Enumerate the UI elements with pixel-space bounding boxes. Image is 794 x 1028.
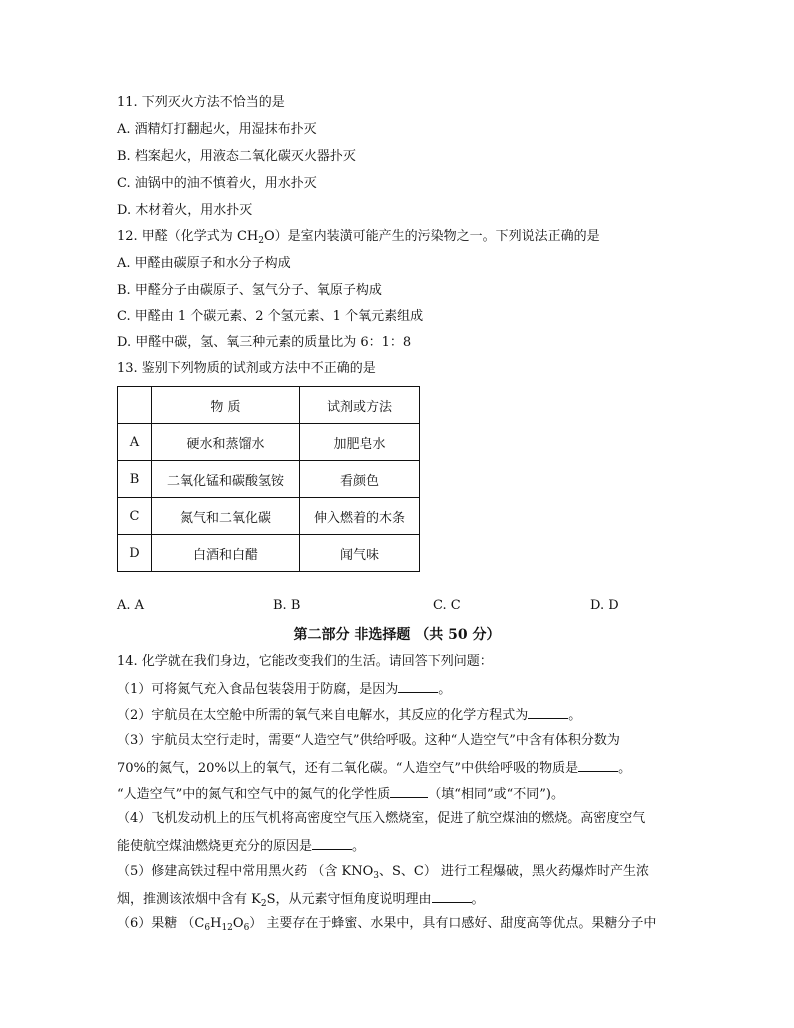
q12-option-d: D. 甲醛中碳，氢、氧三种元素的质量比为 6：1：8 xyxy=(117,335,412,350)
table-cell: A xyxy=(118,424,152,461)
table-cell: 看颜色 xyxy=(300,461,420,498)
table-header-cell: 试剂或方法 xyxy=(300,387,420,424)
table-cell: 闻气味 xyxy=(300,535,420,572)
table-cell: 硬水和蒸馏水 xyxy=(152,424,300,461)
answer-blank[interactable] xyxy=(390,785,428,798)
table-row xyxy=(118,424,420,461)
q13-answer-d: D. D xyxy=(590,598,619,613)
q14-part-6: （6）果糖 $(C_6H_{12}O_6)$ 主要存在于蜂蜜、水果中，具有口感好、甜度高等优点。果糖分子中 xyxy=(117,916,657,933)
table-cell: C xyxy=(118,498,152,535)
section-title: 第二部分 非选择题 （共 50 分） xyxy=(293,627,501,643)
table-cell: B xyxy=(118,461,152,498)
q14-part-3-line-1: （3）宇航员太空行走时，需要“人造空气”供给呼吸。这种“人造空气”中含有体积分数为 xyxy=(117,733,620,748)
q13-table xyxy=(117,386,420,572)
q12-option-b: B. 甲醛分子由碳原子、氢气分子、氧原子构成 xyxy=(117,283,382,298)
q14-part-5-line-2: 烟，推测该浓烟中含有 $K_2S$，从元素守恒角度说明理由 。 xyxy=(117,892,485,909)
q14-stem: 14. 化学就在我们身边，它能改变我们的生活。请回答下列问题： xyxy=(117,654,493,669)
answer-blank[interactable] xyxy=(312,837,352,850)
q12-option-a: A. 甲醛由碳原子和水分子构成 xyxy=(117,256,291,271)
table-cell: 伸入燃着的木条 xyxy=(300,498,420,535)
table-cell: 白酒和白醋 xyxy=(152,535,300,572)
table-cell: 二氧化锰和碳酸氢铵 xyxy=(152,461,300,498)
q14-part-3-line-3: “人造空气”中的氮气和空气中的氮气的化学性质 （填“相同”或“不同”)。 xyxy=(117,787,564,802)
answer-blank[interactable] xyxy=(528,706,568,719)
q13-answer-b: B. B xyxy=(273,598,301,613)
q12-stem: 12. 甲醛（化学式为 $CH_2O$）是室内装潢可能产生的污染物之一。下列说法正确的是 xyxy=(117,229,600,246)
q11-option-c: C. 油锅中的油不慎着火，用水扑灭 xyxy=(117,176,317,191)
q11-stem: 11. 下列灭火方法不恰当的是 xyxy=(117,95,285,110)
table-cell: 加肥皂水 xyxy=(300,424,420,461)
table-header-cell: 物 质 xyxy=(152,387,300,424)
q13-answer-a: A. A xyxy=(117,598,145,613)
answer-blank[interactable] xyxy=(432,890,472,903)
q14-part-4-line-1: （4）飞机发动机上的压气机将高密度空气压入燃烧室，促进了航空煤油的燃烧。高密度空气 xyxy=(117,811,646,826)
answer-blank[interactable] xyxy=(398,680,438,693)
table-row xyxy=(118,461,420,498)
q13-stem: 13. 鉴别下列物质的试剂或方法中不正确的是 xyxy=(117,361,376,376)
q14-part-1: （1）可将氮气充入食品包装袋用于防腐，是因为 。 xyxy=(117,682,452,697)
table-cell: D xyxy=(118,535,152,572)
answer-blank[interactable] xyxy=(578,759,618,772)
table-cell: 氮气和二氧化碳 xyxy=(152,498,300,535)
q14-part-5-line-1: （5）修建高铁过程中常用黑火药 （含 $KNO_3$、S、C） 进行工程爆破，黑火药爆炸时产生浓 xyxy=(117,864,650,881)
q12-option-c: C. 甲醛由 1 个碳元素、2 个氢元素、1 个氧元素组成 xyxy=(117,309,424,324)
q11-option-d: D. 木材着火，用水扑灭 xyxy=(117,203,253,218)
q14-part-3-line-2: 70%的氮气，20%以上的氧气，还有二氧化碳。“人造空气”中供给呼吸的物质是 。 xyxy=(117,761,632,776)
q11-option-b: B. 档案起火，用液态二氧化碳灭火器扑灭 xyxy=(117,149,356,164)
table-row xyxy=(118,535,420,572)
q14-part-4-line-2: 能使航空煤油燃烧更充分的原因是 。 xyxy=(117,839,366,854)
q11-option-a: A. 酒精灯打翻起火，用湿抹布扑灭 xyxy=(117,122,317,137)
q14-part-2: （2）宇航员在太空舱中所需的氧气来自电解水，其反应的化学方程式为 。 xyxy=(117,708,582,723)
q13-answer-c: C. C xyxy=(433,598,461,613)
table-row xyxy=(118,498,420,535)
table-header-row xyxy=(118,387,420,424)
table-header-cell xyxy=(118,387,152,424)
